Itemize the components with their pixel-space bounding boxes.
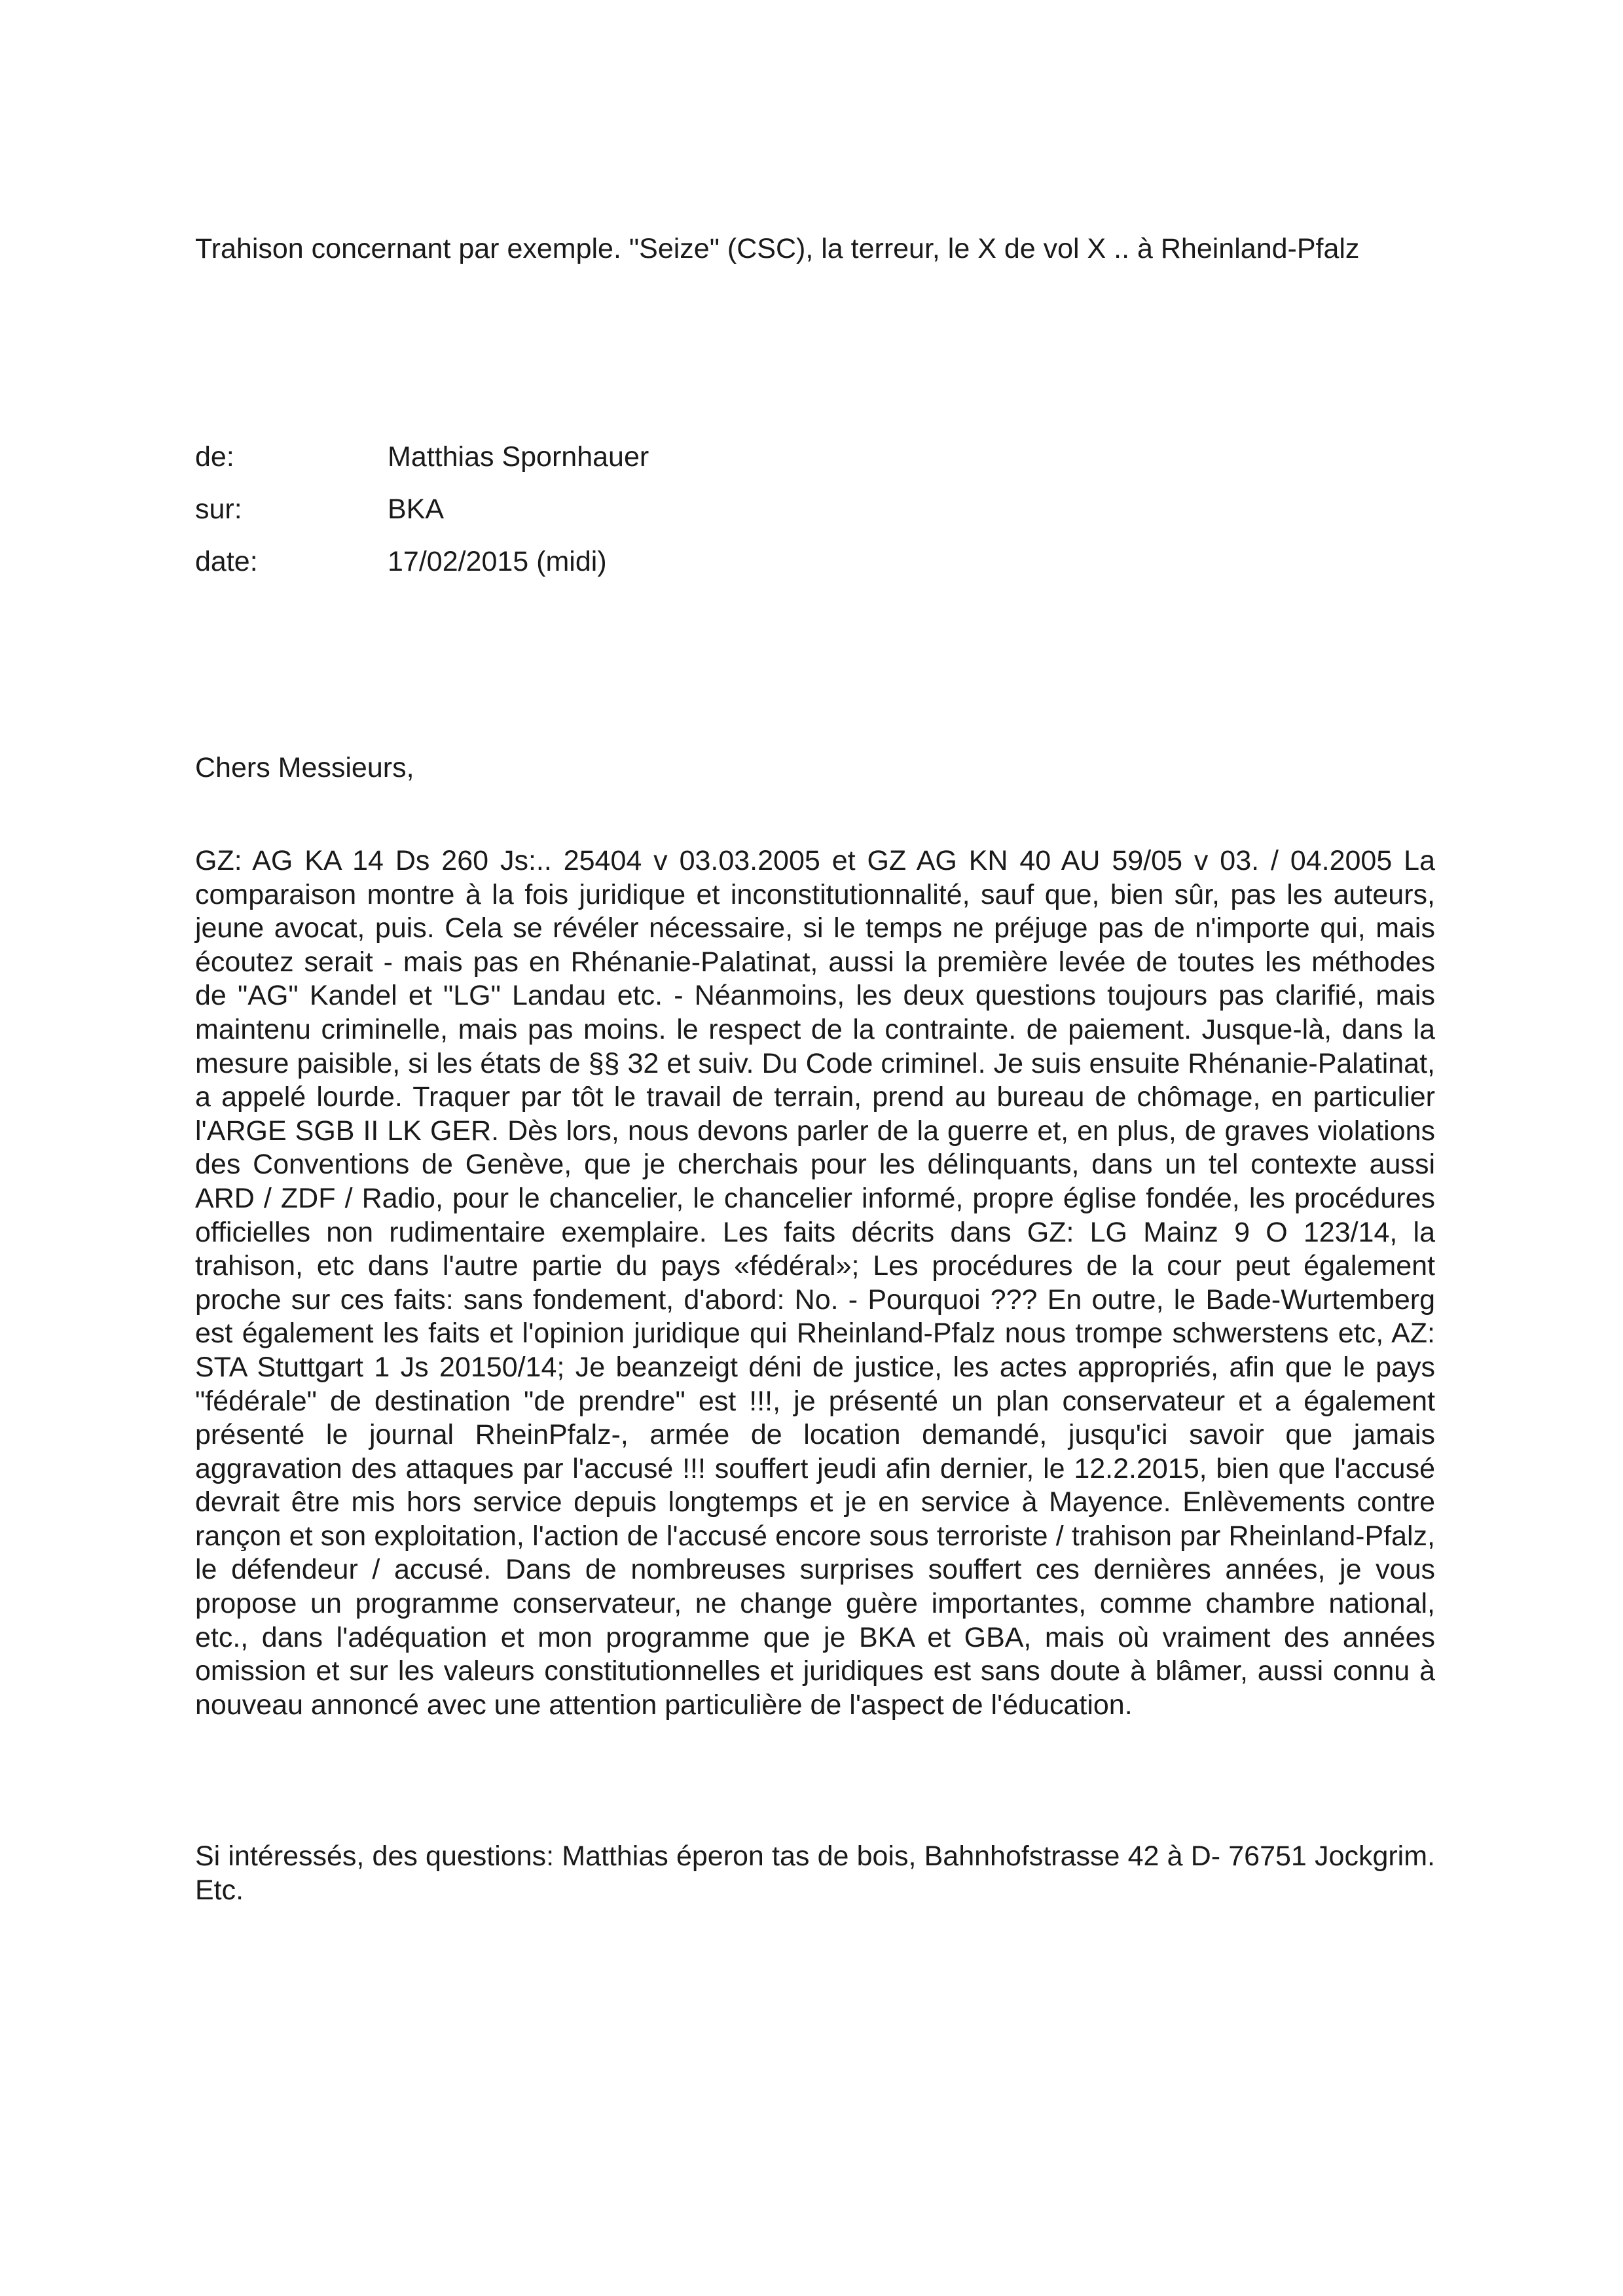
subject-line: Trahison concernant par exemple. "Seize" (CSC), la terreur, le X de vol X .. à Rheinland-Pfalz [195,233,1360,264]
meta-from-label: de: [195,441,234,473]
meta-to-label: sur: [195,493,242,525]
meta-to-value: BKA [388,493,445,525]
meta-from-row [195,431,649,483]
meta-from-value: Matthias Spornhauer [388,441,649,473]
body-paragraph: GZ: AG KA 14 Ds 260 Js:.. 25404 v 03.03.2005 et GZ AG KN 40 AU 59/05 v 03. / 04.2005 La comparaison montre à la fois juridique et inconstitutionnalité, sauf que, bien sûr, pas les auteurs, jeune avocat, puis. Cela se révéler nécessaire, si le temps ne préjuge pas de n'importe qui, mais écoutez serait - mais pas en Rhénanie-Palatinat, aussi la première levée de toutes les méthodes de "AG" Kandel et "LG" Landau etc. - Néanmoins, les deux questions toujours pas clarifié, mais maintenu criminelle, mais pas moins. le respect de la contrainte. de paiement. Jusque-là, dans la mesure paisible, si les états de §§ 32 et suiv. Du Code criminel. Je suis ensuite Rhénanie-Palatinat, a appelé lourde. Traquer par tôt le travail de terrain, prend au bureau de chômage, en particulier l'ARGE SGB II LK GER. Dès lors, nous devons parler de la guerre et, en plus, de graves violations des Conventions de Genève, que je cherchais pour les délinquants, dans un tel contexte aussi ARD / ZDF / Radio, pour le chancelier, le chancelier informé, propre église fondée, les procédures officielles non rudimentaire exemplaire. Les faits décrits dans GZ: LG Mainz 9 O 123/14, la trahison, etc dans l'autre partie du pays «fédéral»; Les procédures de la cour peut également proche sur ces faits: sans fondement, d'abord: No. - Pourquoi ??? En outre, le Bade-Wurtemberg est également les faits et l'opinion juridique qui Rheinland-Pfalz nous trompe schwerstens etc, AZ: STA Stuttgart 1 Js 20150/14; Je beanzeigt déni de justice, les actes appropriés, afin que le pays "fédérale" de destination "de prendre" est !!!, je présenté un plan conservateur et a également présenté le journal RheinPfalz-, armée de location demandé, jusqu'ici savoir que jamais aggravation des attaques par l'accusé !!! souffert jeudi afin dernier, le 12.2.2015, bien que l'accusé devrait être mis hors service depuis longtemps et je en service à Mayence. Enlèvements contre rançon et son exploitation, l'action de l'accusé encore sous terroriste / trahison par Rheinland-Pfalz, le défendeur / accusé. Dans de nombreuses surprises souffert ces dernières années, je vous propose un programme conservateur, ne change guère importantes, comme chambre national, etc., dans l'adéquation et mon programme que je BKA et GBA, mais où vraiment des années omission et sur les valeurs constitutionnelles et juridiques est sans doute à blâmer, aussi connu à nouveau annoncé avec une attention particulière de l'aspect de l'éducation. [195,845,1435,1721]
salutation: Chers Messieurs, [195,752,414,783]
meta-date-row [195,535,649,588]
letter-meta [195,431,649,588]
meta-date-value: 17/02/2015 (midi) [388,546,607,577]
meta-date-label: date: [195,546,258,577]
meta-to-row [195,483,649,535]
closing-paragraph: Si intéressés, des questions: Matthias éperon tas de bois, Bahnhofstrasse 42 à D- 76751 Jockgrim. Etc. [195,1840,1435,1906]
